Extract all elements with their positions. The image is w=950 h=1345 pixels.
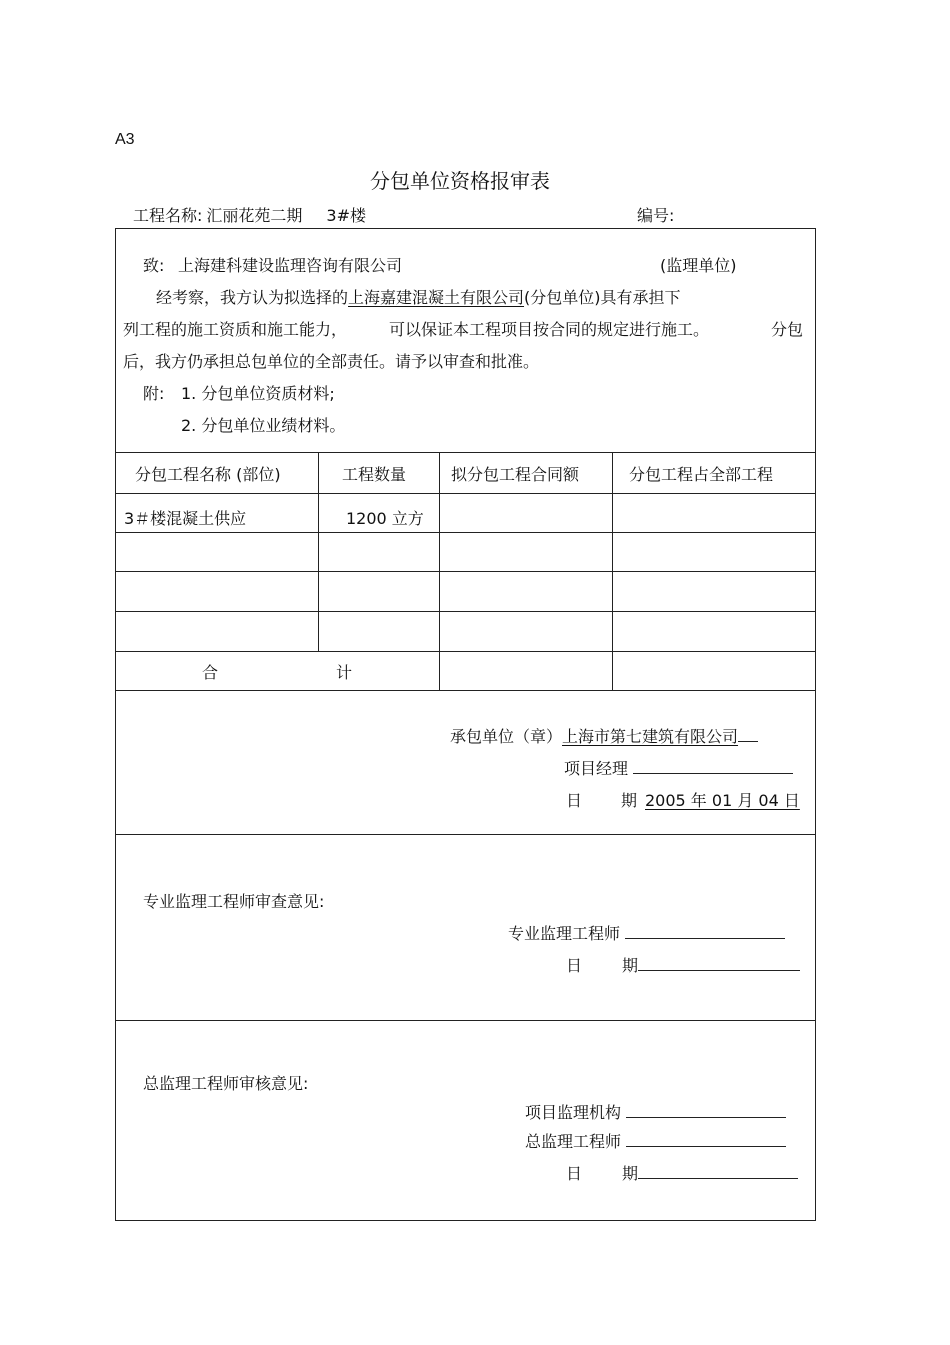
project-building: 3#楼	[326, 206, 367, 225]
divider	[116, 493, 815, 494]
letter-line-2c: 分包	[771, 320, 804, 339]
attachment-1: 1. 分包单位资质材料;	[181, 384, 335, 403]
letter-line-1	[156, 285, 681, 308]
table-header-cell: 工程数量	[342, 465, 407, 484]
table-header-cell: 拟分包工程合同额	[451, 465, 580, 484]
table-header-cell: 分包工程名称 (部位)	[135, 465, 281, 484]
attachment-label: 附:	[143, 384, 165, 403]
specialist-sign-label: 专业监理工程师	[508, 924, 621, 943]
date-label: 期	[622, 956, 639, 975]
signature-blank	[638, 1161, 798, 1179]
letter-text: 具有承担下	[600, 288, 681, 307]
contractor-line	[450, 724, 758, 747]
recipient-name: 上海建科建设监理咨询有限公司	[178, 256, 403, 275]
signature-blank	[638, 953, 800, 971]
letter-line-2a: 列工程的施工资质和施工能力，	[123, 320, 348, 339]
form-code: A3	[115, 131, 135, 148]
signature-blank	[738, 724, 758, 742]
divider	[116, 834, 815, 835]
specialist-opinion-label: 专业监理工程师审查意见:	[143, 892, 325, 911]
table-header-cell: 分包工程占全部工程	[629, 465, 774, 484]
contractor-date-label-1: 日	[566, 791, 583, 810]
signature-blank	[626, 1129, 786, 1147]
form-frame	[115, 228, 816, 1221]
chief-opinion-label: 总监理工程师审核意见:	[143, 1074, 309, 1093]
recipient-role: (监理单位)	[660, 256, 737, 275]
table-cell: 3＃楼混凝土供应	[124, 509, 247, 528]
divider	[116, 571, 815, 572]
contractor-unit-name: 上海市第七建筑有限公司	[562, 727, 739, 746]
signature-blank	[626, 1100, 786, 1118]
divider	[318, 452, 319, 651]
subcontractor-name: 上海嘉建混凝土有限公司	[348, 288, 525, 307]
table-cell: 1200 立方	[346, 509, 424, 528]
chief-date-line	[566, 1161, 798, 1184]
specialist-sign-line	[508, 921, 785, 944]
contractor-unit-label: 承包单位（章）	[450, 727, 563, 746]
project-label: 工程名称:	[133, 206, 203, 225]
chief-org-label: 项目监理机构	[525, 1103, 622, 1122]
project-line	[133, 203, 366, 226]
page-title: 分包单位资格报审表	[370, 169, 550, 193]
total-label-2: 计	[336, 663, 353, 682]
to-label: 致:	[143, 256, 165, 275]
subcontractor-role: (分包单位)	[524, 288, 601, 307]
divider	[116, 452, 815, 453]
date-label: 期	[622, 1164, 639, 1183]
date-label: 日	[566, 1164, 583, 1183]
letter-line-2b: 可以保证本工程项目按合同的规定进行施工。	[389, 320, 710, 339]
divider	[116, 651, 815, 652]
serial-number-label: 编号:	[637, 206, 675, 225]
divider	[116, 690, 815, 691]
divider	[116, 1020, 815, 1021]
manager-label: 项目经理	[564, 759, 629, 778]
contractor-date-value: 2005 年 01 月 04 日	[645, 791, 800, 810]
date-label: 日	[566, 956, 583, 975]
chief-org-line	[525, 1100, 786, 1123]
attachment-2: 2. 分包单位业绩材料。	[181, 416, 346, 435]
divider	[116, 532, 815, 533]
contractor-date-label-2: 期	[621, 791, 638, 810]
letter-text: 经考察，我方认为拟选择的	[156, 288, 349, 307]
signature-blank	[633, 756, 793, 774]
divider	[612, 452, 613, 690]
manager-line	[564, 756, 793, 779]
divider	[439, 452, 440, 690]
total-label-1: 合	[202, 663, 219, 682]
signature-blank	[625, 921, 785, 939]
letter-line-3: 后，我方仍承担总包单位的全部责任。请予以审查和批准。	[123, 352, 540, 371]
divider	[116, 611, 815, 612]
chief-sign-line	[525, 1129, 786, 1152]
project-name: 汇丽花苑二期	[206, 206, 303, 225]
chief-sign-label: 总监理工程师	[525, 1132, 622, 1151]
specialist-date-line	[566, 953, 800, 976]
